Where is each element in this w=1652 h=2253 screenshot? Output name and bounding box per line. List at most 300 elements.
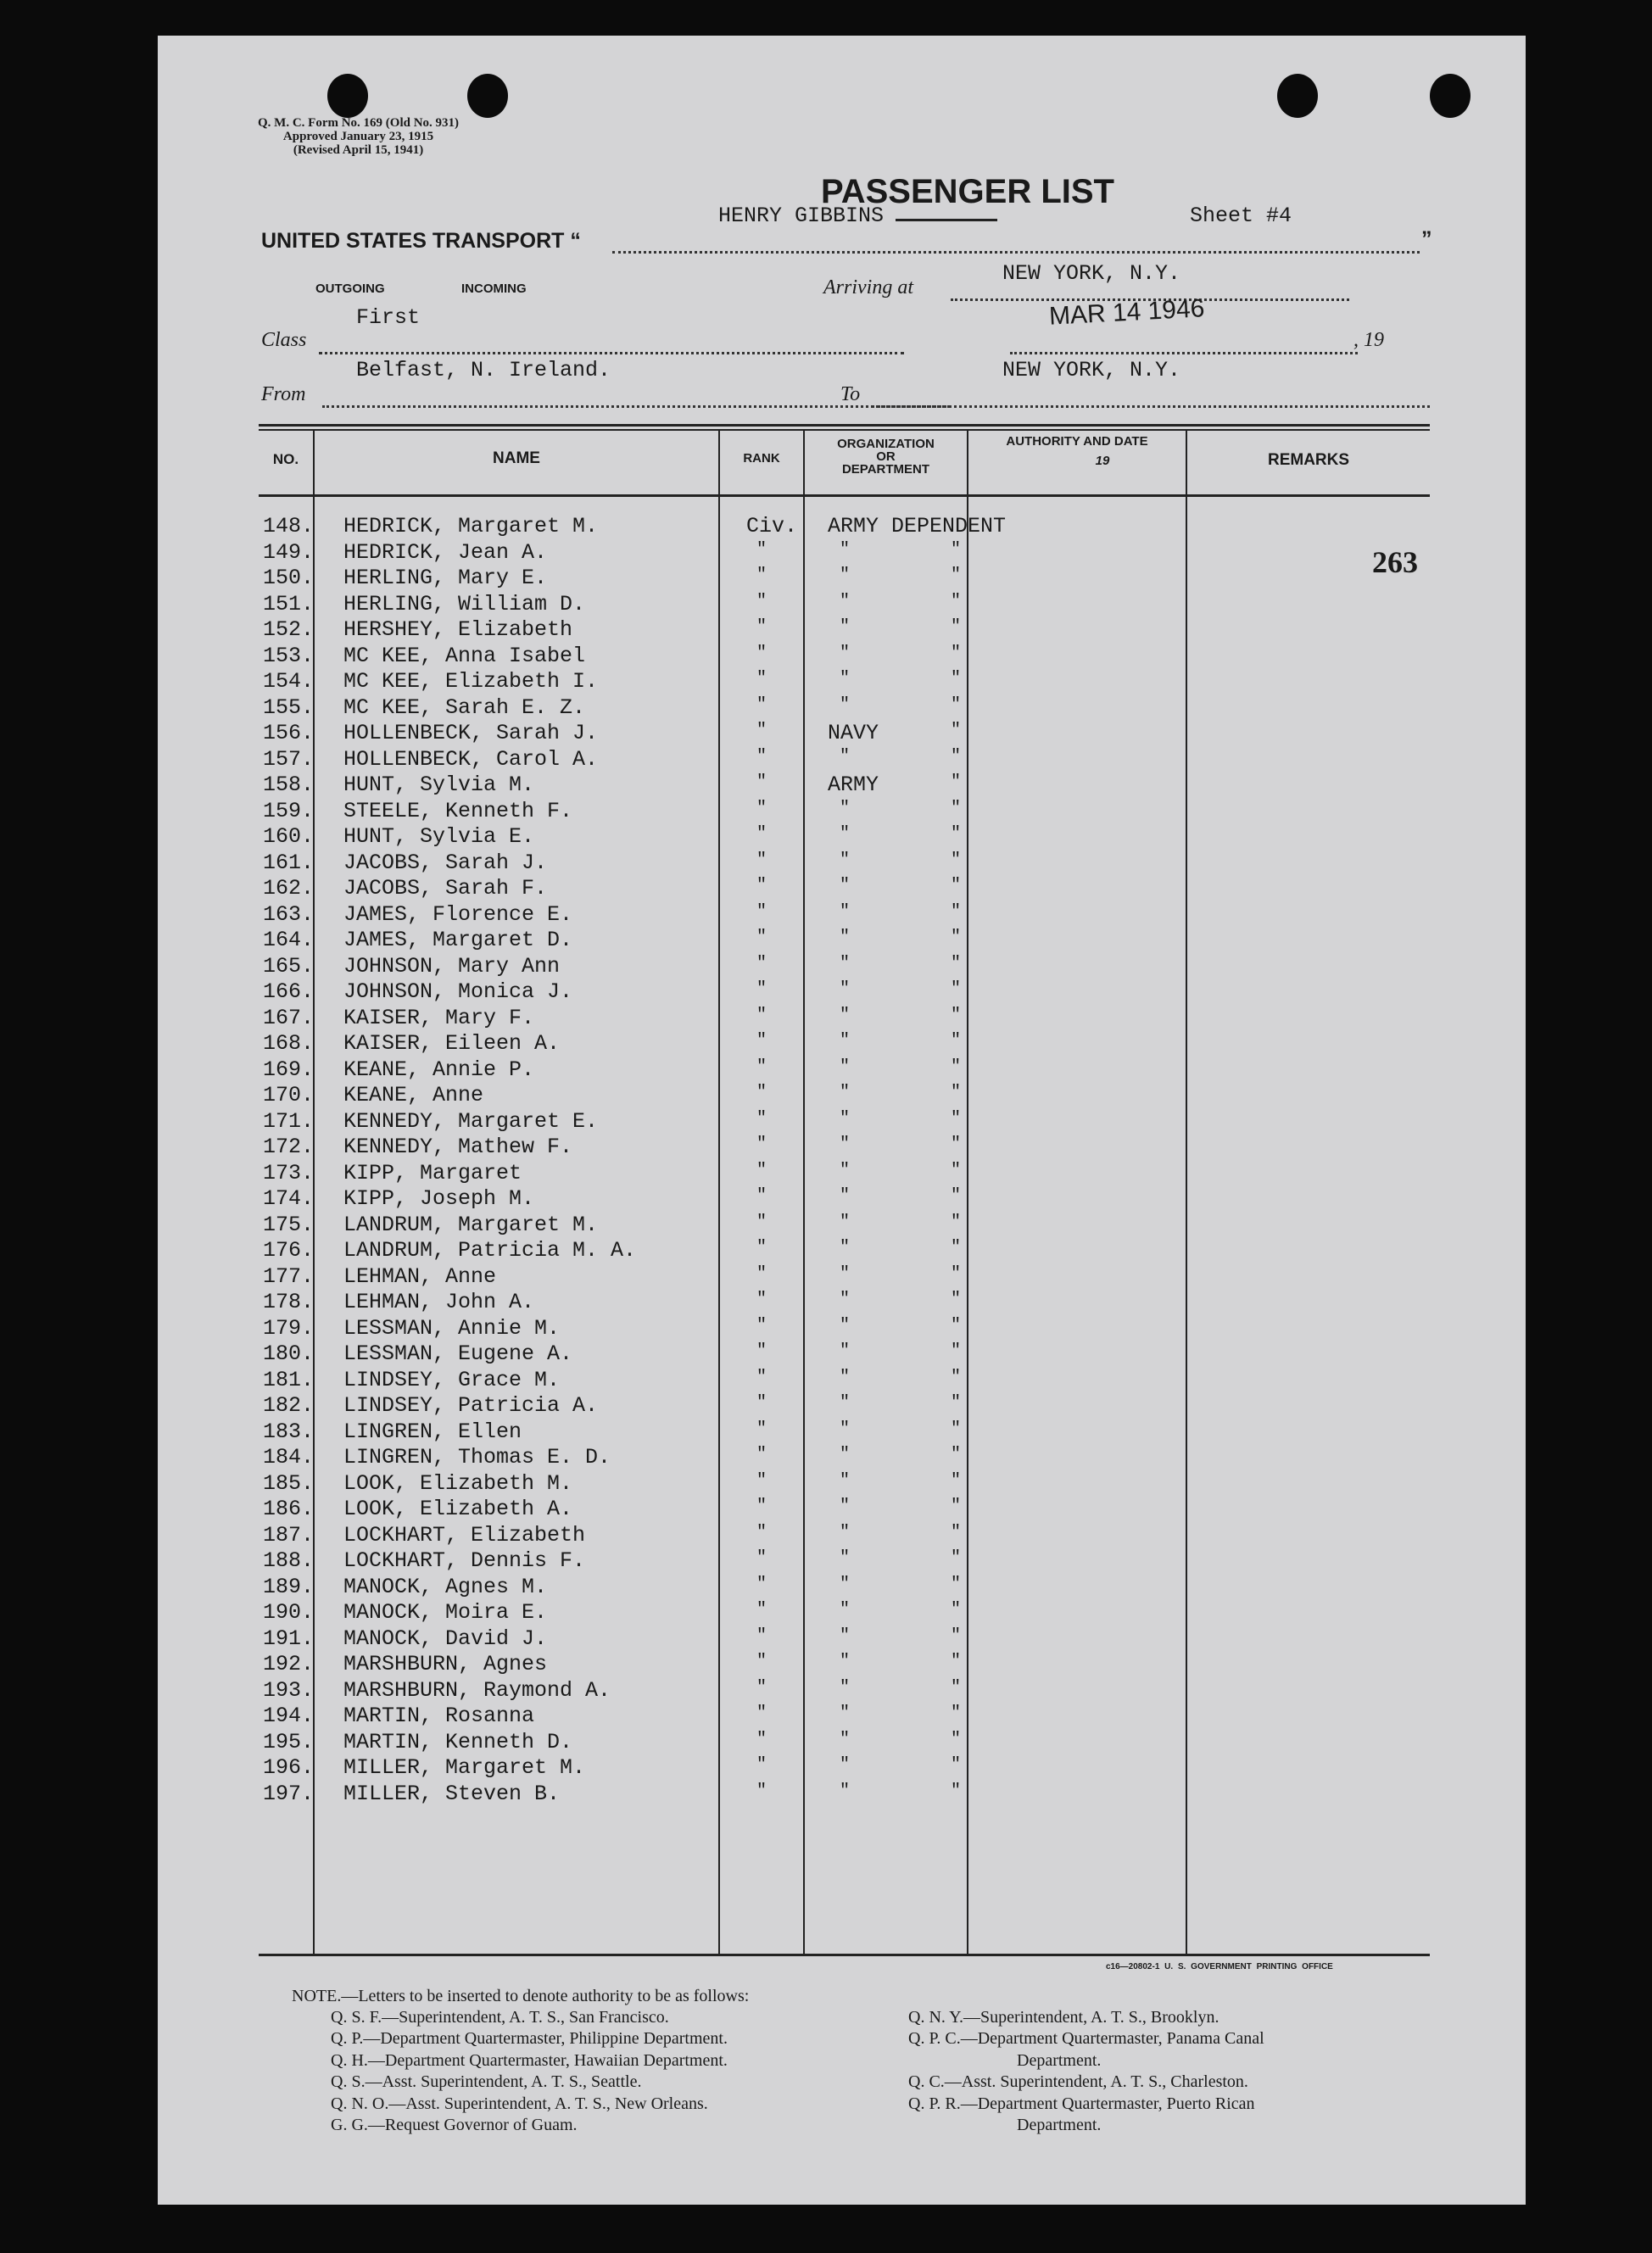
passenger-name: MARSHBURN, Agnes — [343, 1652, 548, 1676]
title-underline — [896, 219, 997, 221]
passenger-department: " — [951, 1781, 962, 1801]
passenger-organization: " — [840, 1600, 851, 1620]
date-line — [1010, 352, 1358, 354]
transport-label: UNITED STATES TRANSPORT “ — [261, 229, 581, 253]
passenger-organization: " — [840, 1445, 851, 1464]
col-header-org — [805, 438, 967, 476]
passenger-rank: " — [756, 1186, 767, 1206]
passenger-department: " — [951, 1755, 962, 1775]
passenger-organization: " — [840, 566, 851, 585]
passenger-department: " — [951, 850, 962, 870]
class-label: Class — [261, 329, 307, 351]
passenger-department: " — [951, 1135, 962, 1154]
passenger-list-form — [158, 36, 1526, 2205]
note-item: Q. N. Y.—Superintendent, A. T. S., Brooklyn. — [908, 2008, 1219, 2027]
passenger-department: " — [951, 824, 962, 844]
passenger-organization: " — [840, 1135, 851, 1154]
passenger-rank: " — [756, 721, 767, 740]
row-number: 187. — [263, 1522, 315, 1548]
passenger-department: " — [951, 928, 962, 947]
passenger-rank: " — [756, 1290, 767, 1309]
row-number: 159. — [263, 798, 315, 823]
passenger-name: LESSMAN, Eugene A. — [343, 1341, 573, 1366]
passenger-department: " — [951, 746, 962, 767]
passenger-organization: NAVY — [828, 721, 879, 745]
passenger-department: " — [951, 539, 962, 560]
passenger-department: " — [951, 772, 962, 792]
row-number: 184. — [263, 1445, 315, 1469]
row-number: 155. — [263, 694, 315, 720]
passenger-organization: " — [840, 1781, 851, 1801]
passenger-name: JAMES, Florence E. — [343, 901, 573, 927]
passenger-rank: " — [756, 1108, 767, 1129]
row-number: 192. — [263, 1652, 315, 1676]
passenger-organization: " — [840, 1470, 851, 1491]
row-number: 173. — [263, 1160, 315, 1185]
passenger-name: LEHMAN, Anne — [343, 1263, 497, 1289]
arriving-label: Arriving at — [823, 276, 913, 298]
row-number: 186. — [263, 1497, 315, 1521]
form-approved: Approved January 23, 1915 — [282, 130, 434, 143]
passenger-name: LINDSEY, Grace M. — [343, 1367, 561, 1392]
passenger-rank: " — [756, 1600, 767, 1620]
passenger-name: LOOK, Elizabeth A. — [343, 1497, 573, 1521]
passenger-name: MC KEE, Sarah E. Z. — [343, 694, 586, 720]
passenger-rank: " — [756, 591, 767, 611]
row-number: 183. — [263, 1419, 315, 1444]
passenger-rank: " — [756, 1057, 767, 1077]
passenger-organization: " — [840, 1704, 851, 1723]
row-number: 176. — [263, 1238, 315, 1263]
sheet-number: Sheet #4 — [1190, 204, 1292, 228]
passenger-rank: " — [756, 643, 767, 663]
passenger-organization: " — [840, 1729, 851, 1749]
passenger-organization: " — [840, 1031, 851, 1051]
note-item: Q. P. R.—Department Quartermaster, Puerto Rican — [908, 2094, 1255, 2113]
passenger-organization: " — [840, 746, 851, 767]
passenger-rank: " — [756, 1497, 767, 1516]
passenger-department: " — [951, 1083, 962, 1102]
passenger-organization: " — [840, 1652, 851, 1671]
row-number: 190. — [263, 1600, 315, 1625]
passenger-rank: " — [756, 1393, 767, 1413]
passenger-department: " — [951, 591, 962, 611]
from-value: Belfast, N. Ireland. — [356, 358, 611, 382]
passenger-organization: " — [840, 1083, 851, 1102]
passenger-name: MARSHBURN, Raymond A. — [343, 1677, 611, 1703]
passenger-rank: " — [756, 1212, 767, 1232]
passenger-department: " — [951, 1005, 962, 1025]
row-number: 193. — [263, 1677, 315, 1703]
passenger-organization: " — [840, 617, 851, 637]
row-number: 196. — [263, 1755, 315, 1780]
passenger-department: " — [951, 979, 962, 999]
row-number: 157. — [263, 746, 315, 772]
row-number: 182. — [263, 1393, 315, 1418]
passenger-rank: " — [756, 772, 767, 792]
passenger-organization: " — [840, 979, 851, 999]
note-item: Department. — [1017, 2050, 1102, 2070]
passenger-name: HUNT, Sylvia M. — [343, 772, 535, 797]
org-label: ORGANIZATION — [837, 437, 935, 451]
passenger-organization: " — [840, 1160, 851, 1180]
passenger-department: " — [951, 1419, 962, 1439]
row-number: 197. — [263, 1781, 315, 1806]
passenger-name: HERLING, William D. — [343, 591, 586, 616]
passenger-rank: " — [756, 1677, 767, 1698]
passenger-organization: " — [840, 1548, 851, 1568]
passenger-organization: " — [840, 669, 851, 689]
passenger-name: HERLING, Mary E. — [343, 566, 548, 590]
passenger-name: HERSHEY, Elizabeth — [343, 617, 573, 642]
passenger-name: MANOCK, Agnes M. — [343, 1574, 548, 1599]
row-number: 151. — [263, 591, 315, 616]
passenger-name: MC KEE, Anna Isabel — [343, 643, 586, 668]
passenger-organization: " — [840, 643, 851, 663]
passenger-department: " — [951, 876, 962, 895]
note-item: Q. P.—Department Quartermaster, Philippine Department. — [331, 2029, 728, 2049]
row-number: 161. — [263, 850, 315, 875]
passenger-department: " — [951, 1652, 962, 1671]
form-number — [258, 116, 459, 157]
passenger-name: LINGREN, Thomas E. D. — [343, 1445, 611, 1469]
row-number: 156. — [263, 721, 315, 745]
passenger-organization: " — [840, 1108, 851, 1129]
row-number: 185. — [263, 1470, 315, 1496]
to-label: To — [840, 383, 861, 405]
to-line — [872, 405, 1430, 408]
page-title: PASSENGER LIST — [821, 173, 1114, 210]
note-item: Q. S.—Asst. Superintendent, A. T. S., Seattle. — [331, 2072, 642, 2092]
arriving-value: NEW YORK, N.Y. — [1002, 261, 1181, 286]
passenger-rank: " — [756, 1135, 767, 1154]
passenger-name: LEHMAN, John A. — [343, 1290, 535, 1314]
passenger-department: " — [951, 1445, 962, 1464]
passenger-rank: " — [756, 1548, 767, 1568]
note-item: Q. C.—Asst. Superintendent, A. T. S., Charleston. — [908, 2072, 1248, 2092]
passenger-department: " — [951, 617, 962, 637]
passenger-organization: " — [840, 1522, 851, 1542]
passenger-name: JOHNSON, Monica J. — [343, 979, 573, 1004]
passenger-rank: " — [756, 1263, 767, 1284]
passenger-department: " — [951, 1367, 962, 1387]
passenger-rank: " — [756, 798, 767, 818]
row-number: 172. — [263, 1135, 315, 1159]
passenger-name: JACOBS, Sarah J. — [343, 850, 548, 875]
passenger-name: JAMES, Margaret D. — [343, 928, 573, 952]
row-number: 167. — [263, 1005, 315, 1030]
row-number: 163. — [263, 901, 315, 927]
passenger-department: " — [951, 1548, 962, 1568]
transport-line — [612, 251, 1420, 254]
passenger-rank: " — [756, 1704, 767, 1723]
row-number: 169. — [263, 1057, 315, 1082]
row-number: 177. — [263, 1263, 315, 1289]
note-intro: NOTE.—Letters to be inserted to denote authority to be as follows: — [292, 1987, 750, 2005]
row-number: 166. — [263, 979, 315, 1004]
row-number: 175. — [263, 1212, 315, 1237]
passenger-organization: " — [840, 1626, 851, 1646]
col-header-remarks: REMARKS — [1267, 451, 1350, 469]
to-value: NEW YORK, N.Y. — [1002, 358, 1181, 382]
table-top-rule — [259, 424, 1430, 427]
passenger-name: LOOK, Elizabeth M. — [343, 1470, 573, 1496]
passenger-organization: " — [840, 1341, 851, 1361]
from-label: From — [261, 383, 306, 405]
passenger-rank: " — [756, 1083, 767, 1102]
passenger-organization: " — [840, 1315, 851, 1336]
passenger-organization: " — [840, 1263, 851, 1284]
header-bottom-rule — [259, 494, 1430, 497]
passenger-organization: " — [840, 953, 851, 973]
passenger-rank: " — [756, 1755, 767, 1775]
passenger-organization: " — [840, 850, 851, 870]
passenger-department: " — [951, 1186, 962, 1206]
passenger-name: MILLER, Steven B. — [343, 1781, 561, 1806]
passenger-name: LANDRUM, Patricia M. A. — [343, 1238, 637, 1263]
year-label: , 19 — [1353, 329, 1384, 351]
passenger-rank: " — [756, 1626, 767, 1646]
passenger-department: " — [951, 1574, 962, 1594]
org-or-label: OR — [876, 449, 896, 464]
passenger-name: STEELE, Kenneth F. — [343, 798, 573, 823]
passenger-organization: " — [840, 1367, 851, 1387]
passenger-rank: " — [756, 1470, 767, 1491]
passenger-name: LINGREN, Ellen — [343, 1419, 522, 1444]
col-header-no: NO. — [272, 451, 299, 467]
passenger-name: LESSMAN, Annie M. — [343, 1315, 561, 1341]
row-number: 150. — [263, 566, 315, 590]
class-line — [319, 352, 904, 354]
passenger-name: LOCKHART, Dennis F. — [343, 1548, 586, 1573]
row-number: 171. — [263, 1108, 315, 1134]
passenger-organization: " — [840, 539, 851, 560]
row-number: 181. — [263, 1367, 315, 1392]
passenger-organization: " — [840, 928, 851, 947]
passenger-name: MILLER, Margaret M. — [343, 1755, 586, 1780]
passenger-name: KIPP, Margaret — [343, 1160, 522, 1185]
form-number-text: Q. M. C. Form No. 169 (Old No. 931) — [258, 116, 460, 130]
row-number: 178. — [263, 1290, 315, 1314]
passenger-name: HOLLENBECK, Sarah J. — [343, 721, 599, 745]
note-item: Q. S. F.—Superintendent, A. T. S., San Francisco. — [331, 2008, 669, 2027]
row-number: 149. — [263, 539, 315, 565]
passenger-department: " — [951, 1522, 962, 1542]
passenger-department: " — [951, 1290, 962, 1309]
passenger-rank: " — [756, 1005, 767, 1025]
passenger-rank: " — [756, 1315, 767, 1336]
passenger-organization: " — [840, 798, 851, 818]
passenger-department: " — [951, 1238, 962, 1258]
passenger-department: " — [951, 901, 962, 922]
passenger-name: HEDRICK, Jean A. — [343, 539, 548, 565]
passenger-department: " — [951, 1315, 962, 1336]
passenger-rank: " — [756, 1522, 767, 1542]
passenger-rank: " — [756, 566, 767, 585]
passenger-department: " — [951, 1677, 962, 1698]
authority-label: AUTHORITY AND DATE — [1006, 434, 1148, 449]
remark-page-number: 263 — [1372, 545, 1418, 579]
passenger-department: " — [951, 669, 962, 689]
passenger-organization: " — [840, 1497, 851, 1516]
note-item: Department. — [1017, 2116, 1102, 2135]
passenger-organization: " — [840, 1212, 851, 1232]
ship-name: HENRY GIBBINS — [718, 204, 885, 228]
passenger-rank: " — [756, 1419, 767, 1439]
passenger-rank: " — [756, 928, 767, 947]
passenger-department: " — [951, 1212, 962, 1232]
passenger-organization: " — [840, 824, 851, 844]
passenger-rank: " — [756, 1445, 767, 1464]
passenger-name: MARTIN, Rosanna — [343, 1704, 535, 1728]
passenger-organization: " — [840, 1057, 851, 1077]
passenger-name: JACOBS, Sarah F. — [343, 876, 548, 901]
passenger-department: " — [951, 1160, 962, 1180]
passenger-department: " — [951, 1497, 962, 1516]
row-number: 179. — [263, 1315, 315, 1341]
passenger-department: " — [951, 721, 962, 740]
passenger-name: MANOCK, Moira E. — [343, 1600, 548, 1625]
incoming-label: INCOMING — [461, 282, 527, 296]
row-number: 152. — [263, 617, 315, 642]
col-header-name: NAME — [493, 449, 540, 467]
row-number: 154. — [263, 669, 315, 694]
passenger-rank: " — [756, 669, 767, 689]
close-quote: ” — [1421, 227, 1432, 251]
passenger-rank: " — [756, 850, 767, 870]
table-bottom-rule — [259, 1954, 1430, 1956]
outgoing-label: OUTGOING — [315, 282, 385, 296]
passenger-rank: " — [756, 901, 767, 922]
row-number: 188. — [263, 1548, 315, 1573]
class-value: First — [356, 305, 421, 330]
passenger-department: " — [951, 1704, 962, 1723]
column-divider — [803, 431, 805, 1954]
passenger-department: " — [951, 694, 962, 715]
passenger-organization: " — [840, 591, 851, 611]
row-number: 191. — [263, 1626, 315, 1651]
column-divider — [1186, 431, 1187, 1954]
passenger-rank: " — [756, 1652, 767, 1671]
row-number: 153. — [263, 643, 315, 668]
passenger-department: " — [951, 566, 962, 585]
passenger-department: " — [951, 1600, 962, 1620]
row-number: 165. — [263, 953, 315, 979]
row-number: 170. — [263, 1083, 315, 1107]
passenger-rank: " — [756, 1341, 767, 1361]
note-item: G. G.—Request Governor of Guam. — [331, 2116, 578, 2135]
passenger-rank: " — [756, 1367, 767, 1387]
passenger-rank: " — [756, 824, 767, 844]
row-number: 194. — [263, 1704, 315, 1728]
passenger-rank: " — [756, 876, 767, 895]
printer-imprint: c16—20802-1 U. S. GOVERNMENT PRINTING OFFICE — [1106, 1962, 1333, 1971]
col-header-rank: RANK — [743, 451, 780, 466]
punch-hole — [327, 74, 368, 118]
passenger-name: HOLLENBECK, Carol A. — [343, 746, 599, 772]
note-item: Q. H.—Department Quartermaster, Hawaiian Department. — [331, 2050, 728, 2070]
passenger-name: HEDRICK, Margaret M. — [343, 514, 599, 538]
row-number: 160. — [263, 824, 315, 849]
passenger-name: KAISER, Mary F. — [343, 1005, 535, 1030]
passenger-rank: " — [756, 694, 767, 715]
passenger-department: " — [951, 1470, 962, 1491]
passenger-name: MANOCK, David J. — [343, 1626, 548, 1651]
passenger-rank: " — [756, 1031, 767, 1051]
passenger-organization: " — [840, 1574, 851, 1594]
passenger-rank: " — [756, 1729, 767, 1749]
passenger-name: LOCKHART, Elizabeth — [343, 1522, 586, 1548]
passenger-name: KIPP, Joseph M. — [343, 1186, 535, 1211]
passenger-organization: " — [840, 1677, 851, 1698]
passenger-rank: " — [756, 746, 767, 767]
passenger-name: KENNEDY, Margaret E. — [343, 1108, 599, 1134]
passenger-organization: " — [840, 1419, 851, 1439]
date-stamp: MAR 14 1946 — [1048, 294, 1206, 331]
authority-year: 19 — [1095, 454, 1110, 468]
passenger-organization: " — [840, 1393, 851, 1413]
passenger-rank: " — [756, 979, 767, 999]
row-number: 148. — [263, 514, 315, 538]
row-number: 162. — [263, 876, 315, 901]
passenger-rank: " — [756, 1238, 767, 1258]
passenger-department: " — [951, 1626, 962, 1646]
passenger-rank: " — [756, 1160, 767, 1180]
passenger-department: " — [951, 1341, 962, 1361]
passenger-department: " — [951, 1108, 962, 1129]
note-item: Q. N. O.—Asst. Superintendent, A. T. S., New Orleans. — [331, 2094, 708, 2113]
org-dept-label: DEPARTMENT — [841, 462, 930, 477]
passenger-name: JOHNSON, Mary Ann — [343, 953, 561, 979]
punch-hole — [1430, 74, 1471, 118]
row-number: 180. — [263, 1341, 315, 1366]
passenger-department: " — [951, 1057, 962, 1077]
passenger-department: " — [951, 798, 962, 818]
passenger-name: KENNEDY, Mathew F. — [343, 1135, 573, 1159]
row-number: 174. — [263, 1186, 315, 1211]
passenger-organization: " — [840, 901, 851, 922]
passenger-department: " — [951, 1031, 962, 1051]
punch-hole — [1277, 74, 1318, 118]
passenger-name: HUNT, Sylvia E. — [343, 824, 535, 849]
passenger-organization: ARMY DEPENDENT — [828, 514, 1007, 538]
row-number: 168. — [263, 1031, 315, 1056]
punch-hole — [467, 74, 508, 118]
column-divider — [718, 431, 720, 1954]
passenger-name: KEANE, Annie P. — [343, 1057, 535, 1082]
row-number: 158. — [263, 772, 315, 797]
row-number: 189. — [263, 1574, 315, 1599]
passenger-organization: ARMY — [828, 772, 879, 797]
passenger-department: " — [951, 953, 962, 973]
passenger-department: " — [951, 1393, 962, 1413]
passenger-rank: " — [756, 953, 767, 973]
passenger-department: " — [951, 1729, 962, 1749]
passenger-name: LINDSEY, Patricia A. — [343, 1393, 599, 1418]
row-number: 195. — [263, 1729, 315, 1754]
passenger-name: LANDRUM, Margaret M. — [343, 1212, 599, 1237]
passenger-rank: Civ. — [746, 514, 798, 538]
note-right-column — [908, 2007, 1264, 2136]
passenger-organization: " — [840, 1186, 851, 1206]
passenger-organization: " — [840, 876, 851, 895]
note-item: Q. P. C.—Department Quartermaster, Panama Canal — [908, 2029, 1264, 2049]
form-revised: (Revised April 15, 1941) — [293, 143, 424, 157]
passenger-name: MARTIN, Kenneth D. — [343, 1729, 573, 1754]
passenger-rank: " — [756, 539, 767, 560]
passenger-organization: " — [840, 1238, 851, 1258]
passenger-organization: " — [840, 1005, 851, 1025]
